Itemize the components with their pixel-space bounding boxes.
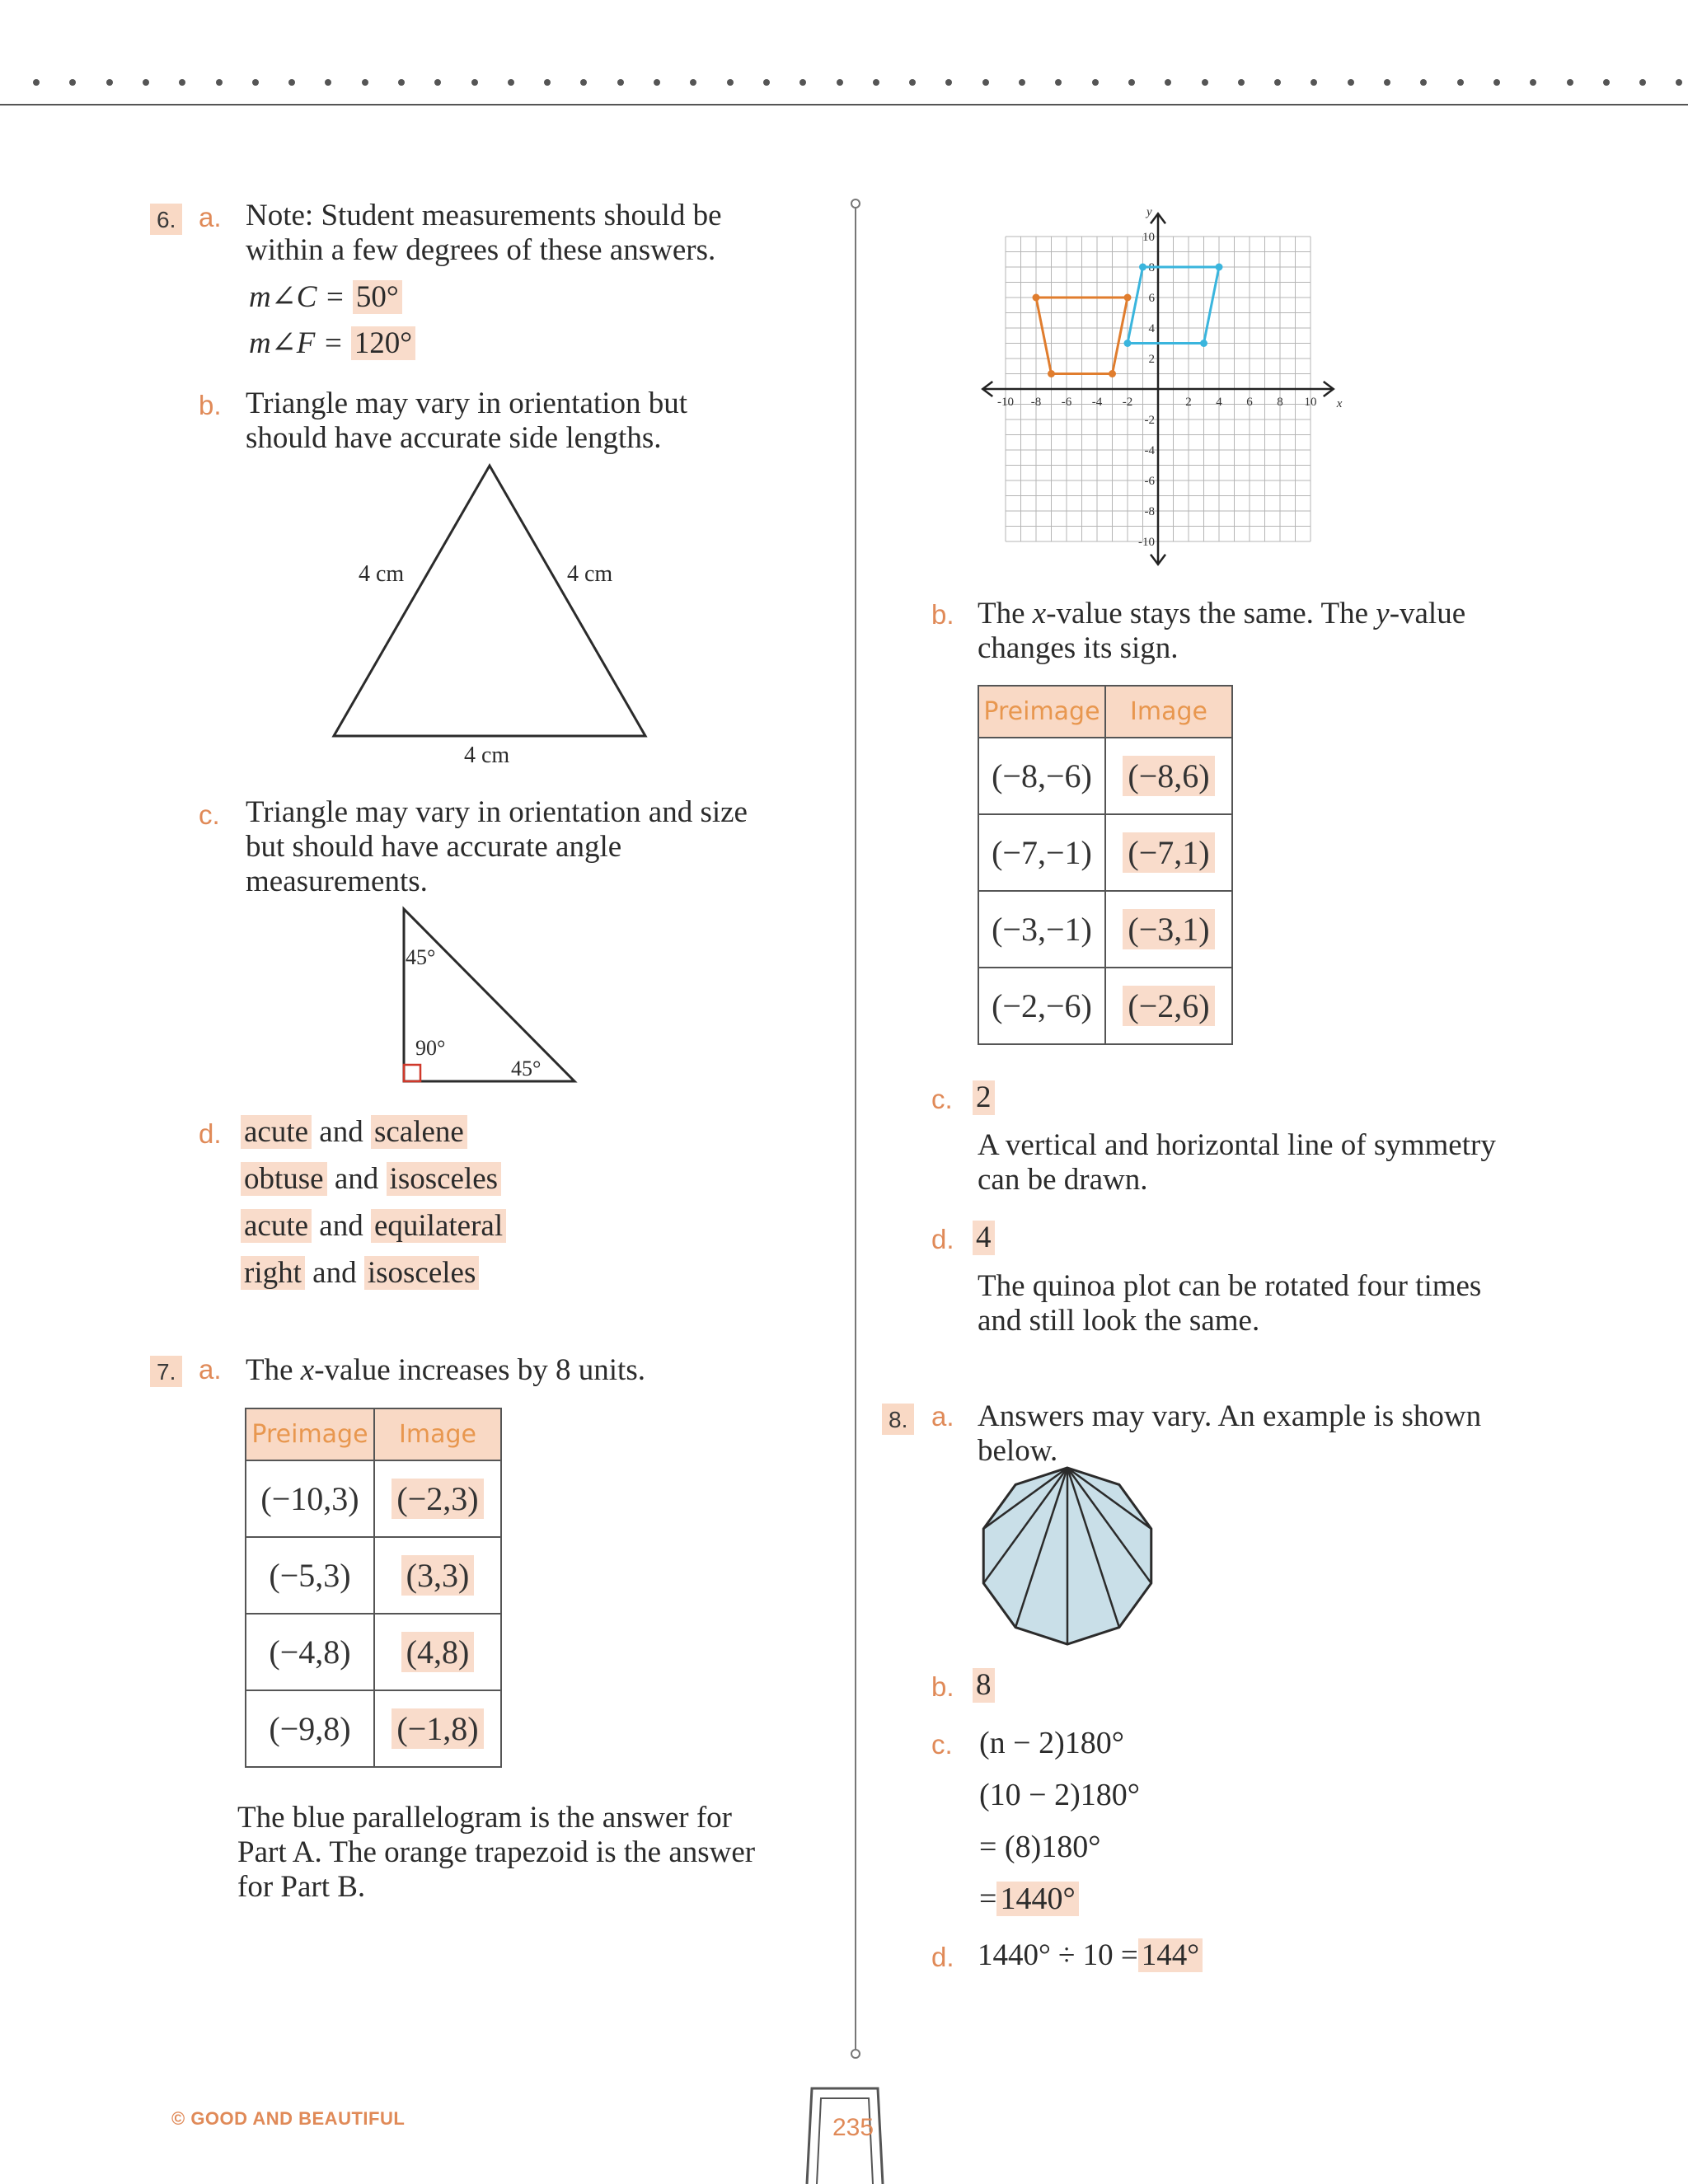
border-dot: [1420, 79, 1427, 86]
q8c-letter: c.: [931, 1729, 953, 1760]
border-dot: [727, 79, 734, 86]
q6c-text: [246, 795, 748, 899]
q8c-line4: [979, 1882, 1079, 1916]
q7-coordinate-table: [245, 1408, 502, 1768]
table-row: [978, 738, 1232, 814]
question-number-7: 7.: [150, 1356, 182, 1387]
question-number-8: 8.: [882, 1404, 914, 1435]
image-cell: (−3,1): [1123, 909, 1214, 949]
q8a-line2: below.: [978, 1434, 1058, 1468]
q6d-row-1-word-1: acute: [241, 1115, 312, 1149]
table-header-row: [978, 686, 1232, 738]
q6b-coordinate-table: [978, 685, 1233, 1045]
side-left-label: 4 cm: [359, 561, 405, 587]
y-tick-label: 6: [1148, 292, 1155, 305]
border-dot: [1457, 79, 1464, 86]
blue-parallelogram-vertex: [1124, 340, 1132, 347]
equilateral-triangle-diagram: [313, 453, 668, 775]
q7a-text: [246, 1353, 645, 1388]
x-tick-label: -10: [997, 396, 1014, 409]
image-cell-wrap: [1105, 738, 1232, 814]
q6d-row-1: [241, 1115, 467, 1150]
q7a-letter: a.: [199, 1354, 222, 1385]
image-cell-wrap: [374, 1537, 501, 1614]
border-dot: [1384, 79, 1390, 86]
q6a-line1: Note: Student measurements should be: [246, 199, 722, 232]
side-right-label: 4 cm: [567, 561, 613, 587]
image-cell-wrap: [1105, 814, 1232, 891]
q6d-row-4-word-2: isosceles: [364, 1256, 480, 1290]
q7c-line2: can be drawn.: [978, 1163, 1148, 1197]
y-tick-label: -2: [1144, 414, 1155, 427]
y-tick-label: 4: [1148, 322, 1155, 335]
q7a-note-line1: The blue parallelogram is the answer for: [237, 1801, 732, 1835]
y-tick-label: 8: [1148, 261, 1155, 274]
q6c-line1: Triangle may vary in orientation and size: [246, 795, 748, 829]
q6c-line3: measurements.: [246, 865, 428, 898]
preimage-cell: (−2,−6): [978, 968, 1105, 1044]
angle-f-answer: [249, 326, 415, 361]
border-dot: [398, 79, 405, 86]
image-cell-wrap: [374, 1690, 501, 1767]
border-dot: [1165, 79, 1171, 86]
q6d-row-2-word-1: obtuse: [241, 1162, 327, 1196]
equilateral-triangle: [334, 466, 645, 736]
border-dot: [1019, 79, 1025, 86]
angle-f-value: 120°: [351, 326, 415, 360]
q7d-answer: 4: [973, 1221, 995, 1255]
orange-trapezoid-vertex: [1124, 294, 1132, 302]
right-triangle-diagram: [396, 902, 585, 1088]
page-number: 235: [832, 2114, 874, 2141]
q6b-right-text: [978, 597, 1465, 666]
x-tick-label: 10: [1304, 396, 1317, 409]
q6d-row-4: [241, 1256, 479, 1291]
q6b-right-line2: changes its sign.: [978, 631, 1179, 665]
border-dot: [1202, 79, 1208, 86]
q7d-letter: d.: [931, 1224, 954, 1254]
border-dot: [982, 79, 989, 86]
y-tick-label: 2: [1148, 353, 1155, 366]
border-dot: [434, 79, 441, 86]
q7a-text-post: -value increases by 8 units.: [314, 1353, 645, 1387]
y-tick-label: -4: [1144, 444, 1155, 457]
preimage-cell: (−3,−1): [978, 891, 1105, 968]
q6d-row-1-and: and: [319, 1115, 363, 1149]
decagon-diagonals-diagram: [973, 1463, 1162, 1652]
angle-top-label: 45°: [406, 945, 436, 969]
orange-trapezoid-vertex: [1048, 370, 1055, 377]
border-dot: [362, 79, 368, 86]
q8c-line4-answer: 1440°: [996, 1882, 1078, 1916]
q6b-right-letter: b.: [931, 599, 954, 630]
q6b-letter: b.: [199, 390, 222, 420]
q6d-row-3-word-2: equilateral: [371, 1209, 506, 1243]
q6d-row-3: [241, 1209, 506, 1244]
q6b-line1: Triangle may vary in orientation but: [246, 387, 688, 420]
border-dot: [617, 79, 624, 86]
border-dot: [945, 79, 952, 86]
q7a-text-var: x: [300, 1353, 315, 1387]
border-dot: [1274, 79, 1281, 86]
table-row: [978, 891, 1232, 968]
y-tick-label: -8: [1144, 505, 1155, 518]
border-dot: [544, 79, 551, 86]
q8d-answer: 144°: [1138, 1938, 1203, 1972]
image-cell-wrap: [374, 1460, 501, 1537]
q6b-right-post: -value: [1389, 597, 1466, 630]
border-dot: [288, 79, 295, 86]
table-row: [246, 1537, 501, 1614]
q8d-letter: d.: [931, 1942, 954, 1972]
border-dot: [654, 79, 660, 86]
header-image: Image: [1105, 686, 1232, 738]
border-dot: [325, 79, 331, 86]
border-dot: [909, 79, 916, 86]
q6c-letter: c.: [199, 799, 220, 830]
q6b-right-pre: The: [978, 597, 1033, 630]
q7c-letter: c.: [931, 1084, 953, 1114]
q6b-line2: should have accurate side lengths.: [246, 421, 662, 455]
column-divider: [855, 204, 856, 2054]
border-dot: [1055, 79, 1062, 86]
border-dot: [471, 79, 478, 86]
side-bottom-label: 4 cm: [464, 743, 510, 768]
q6d-row-3-and: and: [319, 1209, 363, 1243]
header-image: Image: [374, 1408, 501, 1460]
image-cell: (4,8): [401, 1632, 475, 1672]
border-dot: [106, 79, 113, 86]
q7a-note: [237, 1801, 755, 1905]
preimage-cell: (−9,8): [246, 1690, 374, 1767]
border-dot: [1603, 79, 1610, 86]
border-dot: [69, 79, 76, 86]
x-tick-label: 6: [1246, 396, 1253, 409]
divider-bottom-dot: [851, 2049, 860, 2059]
y-tick-label: 10: [1142, 231, 1155, 244]
x-tick-label: 2: [1185, 396, 1192, 409]
border-dot: [1493, 79, 1500, 86]
blue-parallelogram-vertex: [1139, 264, 1146, 271]
q6d-row-2-word-2: isosceles: [387, 1162, 502, 1196]
q7d-line1: The quinoa plot can be rotated four times: [978, 1269, 1482, 1303]
q6d-row-2-and: and: [334, 1162, 379, 1196]
border-dot: [252, 79, 259, 86]
border-dot: [1530, 79, 1536, 86]
table-row: [246, 1690, 501, 1767]
x-tick-label: -2: [1122, 396, 1133, 409]
table-row: [978, 814, 1232, 891]
q8b-answer: 8: [973, 1668, 995, 1703]
x-axis-label: x: [1336, 397, 1343, 410]
q7a-note-line3: for Part B.: [237, 1870, 366, 1904]
question-number-6: 6.: [150, 204, 182, 235]
q6a-letter: a.: [199, 202, 222, 232]
y-axis-label: y: [1146, 205, 1152, 219]
q8c-line2: (10 − 2)180°: [979, 1778, 1140, 1812]
preimage-cell: (−4,8): [246, 1614, 374, 1690]
q6b-right-var-x: x: [1032, 597, 1047, 630]
header-preimage: Preimage: [978, 686, 1105, 738]
border-dot: [33, 79, 40, 86]
q6d-letter: d.: [199, 1118, 222, 1149]
image-cell-wrap: [374, 1614, 501, 1690]
preimage-cell: (−7,−1): [978, 814, 1105, 891]
preimage-cell: (−5,3): [246, 1537, 374, 1614]
border-dot: [873, 79, 879, 86]
blue-parallelogram-vertex: [1200, 340, 1207, 347]
border-dot: [1311, 79, 1317, 86]
q7c-line1: A vertical and horizontal line of symmetry: [978, 1128, 1496, 1162]
q7a-text-pre: The: [246, 1353, 301, 1387]
q8a-line1: Answers may vary. An example is shown: [978, 1399, 1482, 1433]
image-cell: (−8,6): [1123, 756, 1214, 796]
border-dot: [1238, 79, 1245, 86]
angle-c-label: m∠C =: [249, 280, 345, 314]
table-row: [246, 1614, 501, 1690]
orange-trapezoid-vertex: [1109, 370, 1116, 377]
border-dot: [216, 79, 223, 86]
angle-right-label: 90°: [415, 1036, 446, 1060]
right-angle-marker: [404, 1065, 420, 1081]
x-tick-label: -8: [1030, 396, 1042, 409]
q6c-line2: but should have accurate angle: [246, 830, 622, 864]
border-dot: [179, 79, 185, 86]
q7a-note-line2: Part A. The orange trapezoid is the answer: [237, 1835, 756, 1869]
preimage-cell: (−8,−6): [978, 738, 1105, 814]
q6d-row-4-word-1: right: [241, 1256, 305, 1290]
border-dot: [1348, 79, 1354, 86]
orange-trapezoid-vertex: [1033, 294, 1040, 302]
q6b-text: [246, 387, 687, 456]
x-tick-label: -6: [1061, 396, 1072, 409]
border-dot: [690, 79, 696, 86]
x-tick-label: 4: [1216, 396, 1222, 409]
border-dot: [580, 79, 587, 86]
coordinate-grid: [977, 198, 1348, 577]
x-tick-label: 8: [1277, 396, 1283, 409]
image-cell: (−1,8): [392, 1708, 483, 1749]
border-dot: [1128, 79, 1135, 86]
border-dot: [1676, 79, 1682, 86]
y-tick-label: -6: [1144, 475, 1155, 488]
q7c-text: [978, 1128, 1496, 1197]
angle-f-label: m∠F =: [249, 326, 344, 360]
q6b-right-mid: -value stays the same. The: [1046, 597, 1376, 630]
border-dot: [763, 79, 770, 86]
q7d-line2: and still look the same.: [978, 1304, 1260, 1338]
q7d-text: [978, 1269, 1481, 1338]
q6d-row-2: [241, 1162, 501, 1197]
q6b-right-line1: [978, 597, 1465, 631]
q8a-text: [978, 1399, 1481, 1469]
border-dot: [143, 79, 149, 86]
blue-parallelogram-vertex: [1216, 264, 1223, 271]
q8d-line: [978, 1938, 1203, 1973]
q6a-text: [246, 199, 722, 268]
divider-top-dot: [851, 199, 860, 209]
angle-c-answer: [249, 280, 402, 315]
q6d-row-1-word-2: scalene: [371, 1115, 467, 1149]
preimage-cell: (−10,3): [246, 1460, 374, 1537]
q8c-line3: = (8)180°: [979, 1830, 1101, 1864]
q7c-answer: 2: [973, 1080, 995, 1115]
q8a-letter: a.: [931, 1401, 954, 1432]
border-dot: [508, 79, 514, 86]
footer-copyright: © GOOD AND BEAUTIFUL: [171, 2108, 406, 2129]
angle-bottom-label: 45°: [511, 1057, 542, 1080]
border-dot: [837, 79, 843, 86]
q8d-expression: 1440° ÷ 10 =: [978, 1938, 1138, 1972]
image-cell: (−2,3): [392, 1479, 483, 1519]
image-cell: (3,3): [401, 1555, 475, 1596]
border-dot: [1567, 79, 1573, 86]
image-cell: (−2,6): [1123, 986, 1214, 1026]
image-cell: (−7,1): [1123, 832, 1214, 873]
top-rule: [0, 104, 1688, 105]
q8b-letter: b.: [931, 1671, 954, 1702]
image-cell-wrap: [1105, 891, 1232, 968]
border-dot: [799, 79, 806, 86]
angle-c-value: 50°: [353, 280, 402, 314]
q8c-line1: (n − 2)180°: [979, 1726, 1124, 1760]
q6d-row-4-and: and: [312, 1256, 357, 1290]
header-preimage: Preimage: [246, 1408, 374, 1460]
table-row: [246, 1460, 501, 1537]
image-cell-wrap: [1105, 968, 1232, 1044]
q8c-line4-equals: =: [979, 1882, 997, 1916]
border-dot: [1639, 79, 1646, 86]
q6d-row-3-word-1: acute: [241, 1209, 312, 1243]
x-tick-label: -4: [1091, 396, 1103, 409]
table-row: [978, 968, 1232, 1044]
table-header-row: [246, 1408, 501, 1460]
q6a-line2: within a few degrees of these answers.: [246, 233, 716, 267]
y-tick-label: -10: [1138, 536, 1155, 549]
q6b-right-var-y: y: [1376, 597, 1390, 630]
border-dot: [1092, 79, 1099, 86]
